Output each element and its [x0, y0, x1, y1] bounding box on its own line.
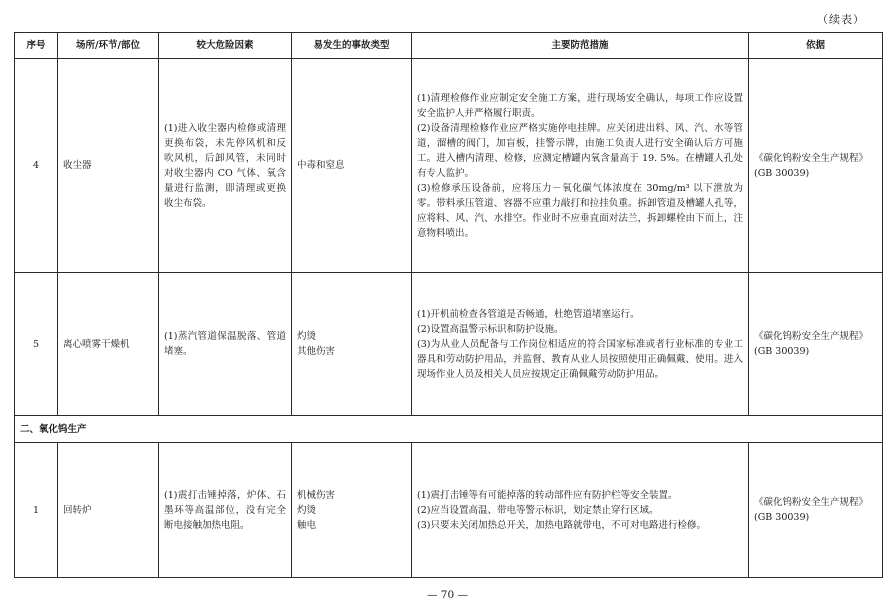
- measure-text: (1)清理检修作业应制定安全施工方案，进行现场安全确认，每项工作应设置安全监护人并严格履行职责。: [417, 92, 743, 119]
- row-basis: 《碳化钨粉安全生产规程》(GB 30039): [749, 273, 883, 416]
- table-row: [15, 273, 883, 416]
- measure-text: (1)开机前检查各管道是否畅通，杜绝管道堵塞运行。: [417, 308, 640, 320]
- table-row: [15, 59, 883, 273]
- row-basis: 《碳化钨粉安全生产规程》(GB 30039): [749, 59, 883, 273]
- row-accident-types: [292, 273, 412, 416]
- row-hazards: [159, 443, 292, 578]
- accident-type: 灼烫: [297, 504, 317, 516]
- row-basis: 《碳化钨粉安全生产规程》(GB 30039): [749, 443, 883, 578]
- hazard-text: (1)蒸汽管道保温脱落、管道堵塞。: [164, 331, 286, 357]
- measure-text: (1)震打击锤等有可能掉落的转动部件应有防护栏等安全装置。: [417, 489, 678, 501]
- row-hazards: [159, 59, 292, 273]
- row-place: 收尘器: [58, 59, 159, 273]
- measure-text: (2)设备清理检修作业应严格实施停电挂牌。应关闭进出料、风、汽、水等管道，溜槽的阀门，加盲板，挂警示牌，由施工负责人进行安全确认后方可施工。进入槽内清理、检修，应测定槽罐内氧含量高于 19. 5%。在槽罐人孔处有专人监护。: [417, 122, 743, 179]
- row-measures: [412, 443, 749, 578]
- col-header-basis: 依据: [749, 33, 883, 59]
- row-measures: [412, 59, 749, 273]
- col-header-num: 序号: [15, 33, 58, 59]
- row-place: 离心喷雾干燥机: [58, 273, 159, 416]
- table-row: [15, 443, 883, 578]
- row-accident-types: [292, 59, 412, 273]
- accident-type: 其他伤害: [297, 346, 336, 357]
- row-number: 4: [15, 59, 58, 273]
- section-row: [15, 416, 883, 443]
- hazard-text: (1)进入收尘器内检修或清理更换布袋，未先停风机和反吹风机，后卸风管，未同时对收尘器内 CO 气体、氧含量进行监测，即清理或更换收尘布袋。: [164, 122, 286, 209]
- continued-label: （续表）: [817, 13, 865, 26]
- measure-text: (2)应当设置高温、带电等警示标识，划定禁止穿行区域。: [417, 504, 659, 516]
- row-accident-types: [292, 443, 412, 578]
- section-title: 二、氧化钨生产: [15, 416, 883, 443]
- measure-text: (2)设置高温警示标识和防护设施。: [417, 323, 564, 335]
- row-hazards: [159, 273, 292, 416]
- accident-type: 中毒和窒息: [297, 160, 345, 171]
- col-header-place: 场所/环节/部位: [58, 33, 159, 59]
- measure-text: (3)只要未关闭加热总开关，加热电路就带电，不可对电路进行检修。: [417, 519, 706, 531]
- row-number: 5: [15, 273, 58, 416]
- accident-type: 灼烫: [297, 331, 317, 342]
- row-number: 1: [15, 443, 58, 578]
- measure-text: (3)检修承压设备前，应将压力－氧化碳气体浓度在 30mg/m³ 以下泄放为零。带料承压管道、容器不应重力敲打和拉挂负重。拆卸管道及槽罐人孔等，应将料、风、汽、水排空。作业时不应垂直面对法兰，拆卸螺栓由下而上，注意物料喷出。: [417, 182, 743, 239]
- row-place: 回转炉: [58, 443, 159, 578]
- measure-text: (3)为从业人员配备与工作岗位相适应的符合国家标准或者行业标准的专业工器具和劳动防护用品，并监督、教育从业人员按照使用正确佩戴、使用。进入现场作业人员及相关人员应按规定正确佩戴劳动防护用品。: [417, 338, 743, 380]
- hazard-table: [14, 32, 883, 578]
- col-header-accident-types: 易发生的事故类型: [292, 33, 412, 59]
- accident-type: 机械伤害: [297, 489, 336, 501]
- page-number: — 70 —: [426, 589, 469, 601]
- accident-type: 触电: [297, 519, 317, 531]
- col-header-measures: 主要防范措施: [412, 33, 749, 59]
- row-measures: [412, 273, 749, 416]
- col-header-hazards: 较大危险因素: [159, 33, 292, 59]
- hazard-text: (1)震打击锤掉落，炉体、石墨环等高温部位，没有完全断电接触加热电阻。: [164, 489, 286, 531]
- table-header-row: [15, 33, 883, 59]
